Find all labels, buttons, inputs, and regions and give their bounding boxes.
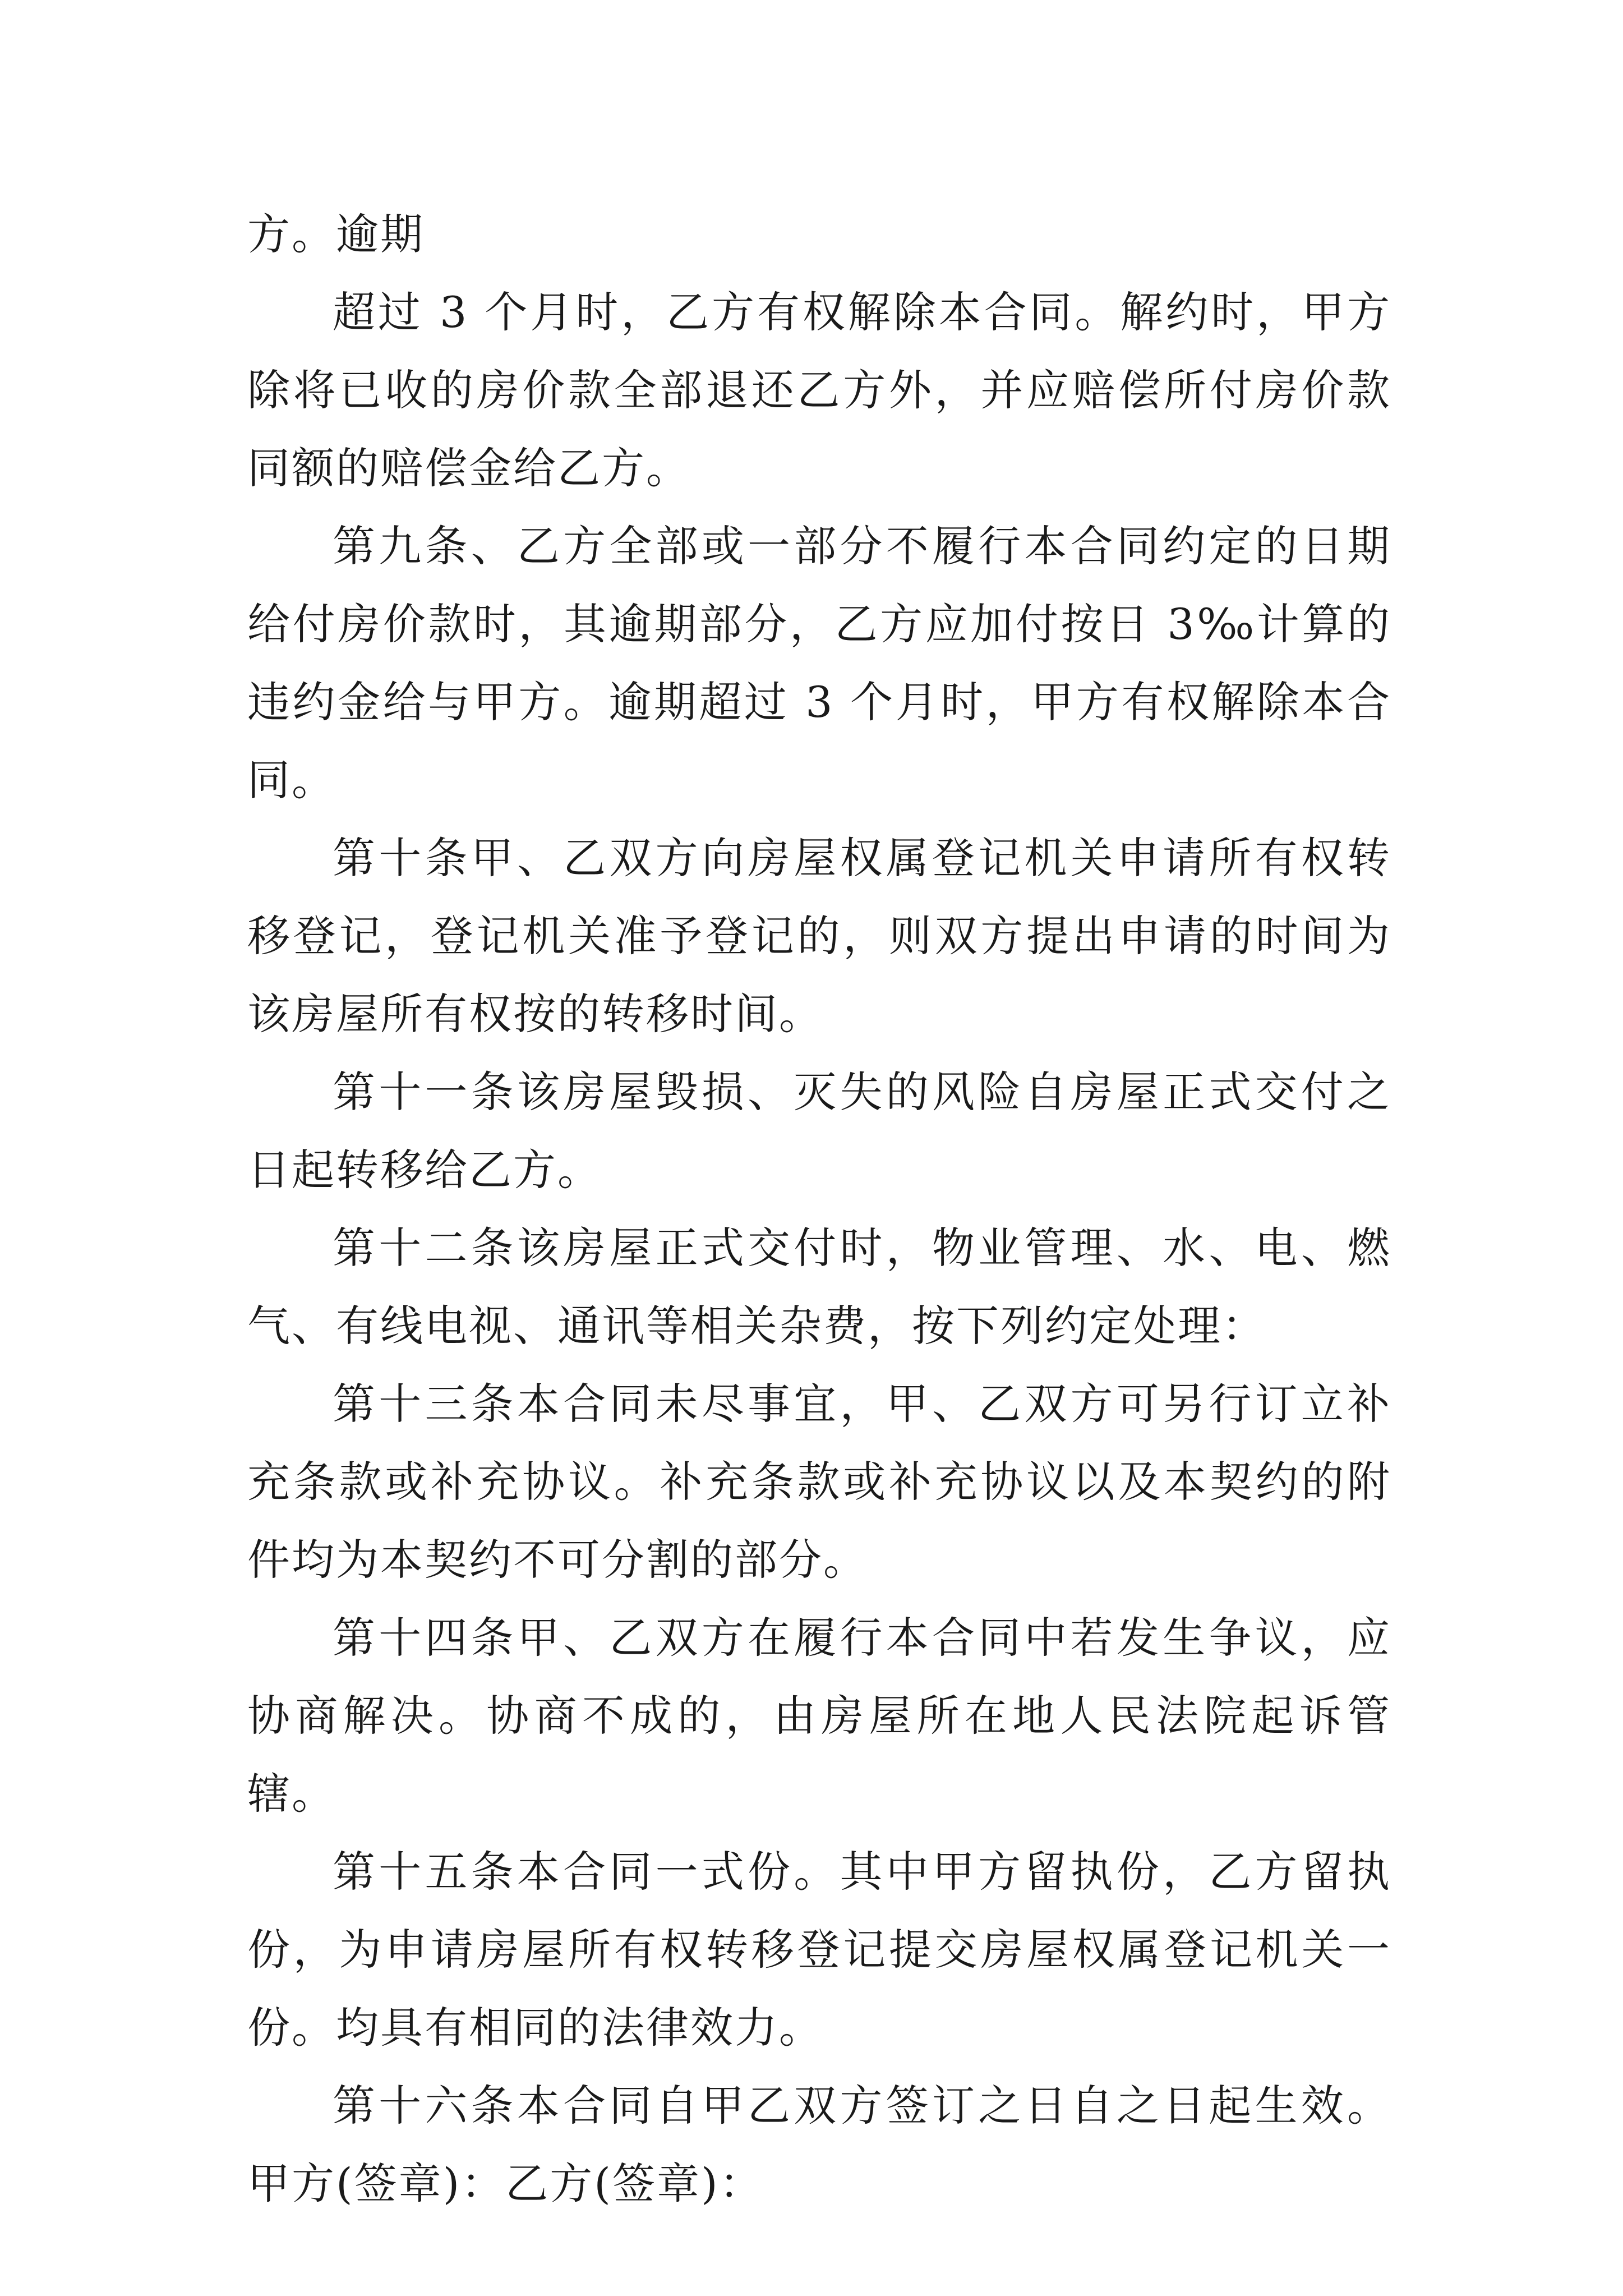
paragraph-article-9: 第九条、乙方全部或一部分不履行本合同约定的日期给付房价款时，其逾期部分，乙方应加付按日 3‰计算的违约金给与甲方。逾期超过 3 个月时，甲方有权解除本合同。 xyxy=(247,521,1391,805)
paragraph-article-15: 第十五条本合同一式份。其中甲方留执份，乙方留执份，为申请房屋所有权转移登记提交房屋权属登记机关一份。均具有相同的法律效力。 xyxy=(247,1847,1391,2053)
paragraph-continuation: 方。逾期 xyxy=(247,209,425,259)
paragraph-article-13: 第十三条本合同未尽事宜，甲、乙双方可另行订立补充条款或补充协议。补充条款或补充协议以及本契约的附件均为本契约不可分割的部分。 xyxy=(247,1379,1391,1585)
document-body xyxy=(247,195,1391,2223)
paragraph-overdue-termination: 超过 3 个月时，乙方有权解除本合同。解约时，甲方除将已收的房价款全部退还乙方外，并应赔偿所付房价款同额的赔偿金给乙方。 xyxy=(247,287,1391,493)
paragraph-article-14: 第十四条甲、乙双方在履行本合同中若发生争议，应协商解决。协商不成的，由房屋所在地人民法院起诉管辖。 xyxy=(247,1613,1391,1819)
paragraph-article-11: 第十一条该房屋毁损、灭失的风险自房屋正式交付之日起转移给乙方。 xyxy=(247,1067,1391,1195)
paragraph-article-10: 第十条甲、乙双方向房屋权属登记机关申请所有权转移登记，登记机关准予登记的，则双方提出申请的时间为该房屋所有权按的转移时间。 xyxy=(247,833,1391,1039)
paragraph-article-12: 第十二条该房屋正式交付时，物业管理、水、电、燃气、有线电视、通讯等相关杂费，按下列约定处理： xyxy=(247,1223,1391,1351)
paragraph-article-16: 第十六条本合同自甲乙双方签订之日自之日起生效。甲方(签章)：乙方(签章)： xyxy=(247,2081,1391,2208)
